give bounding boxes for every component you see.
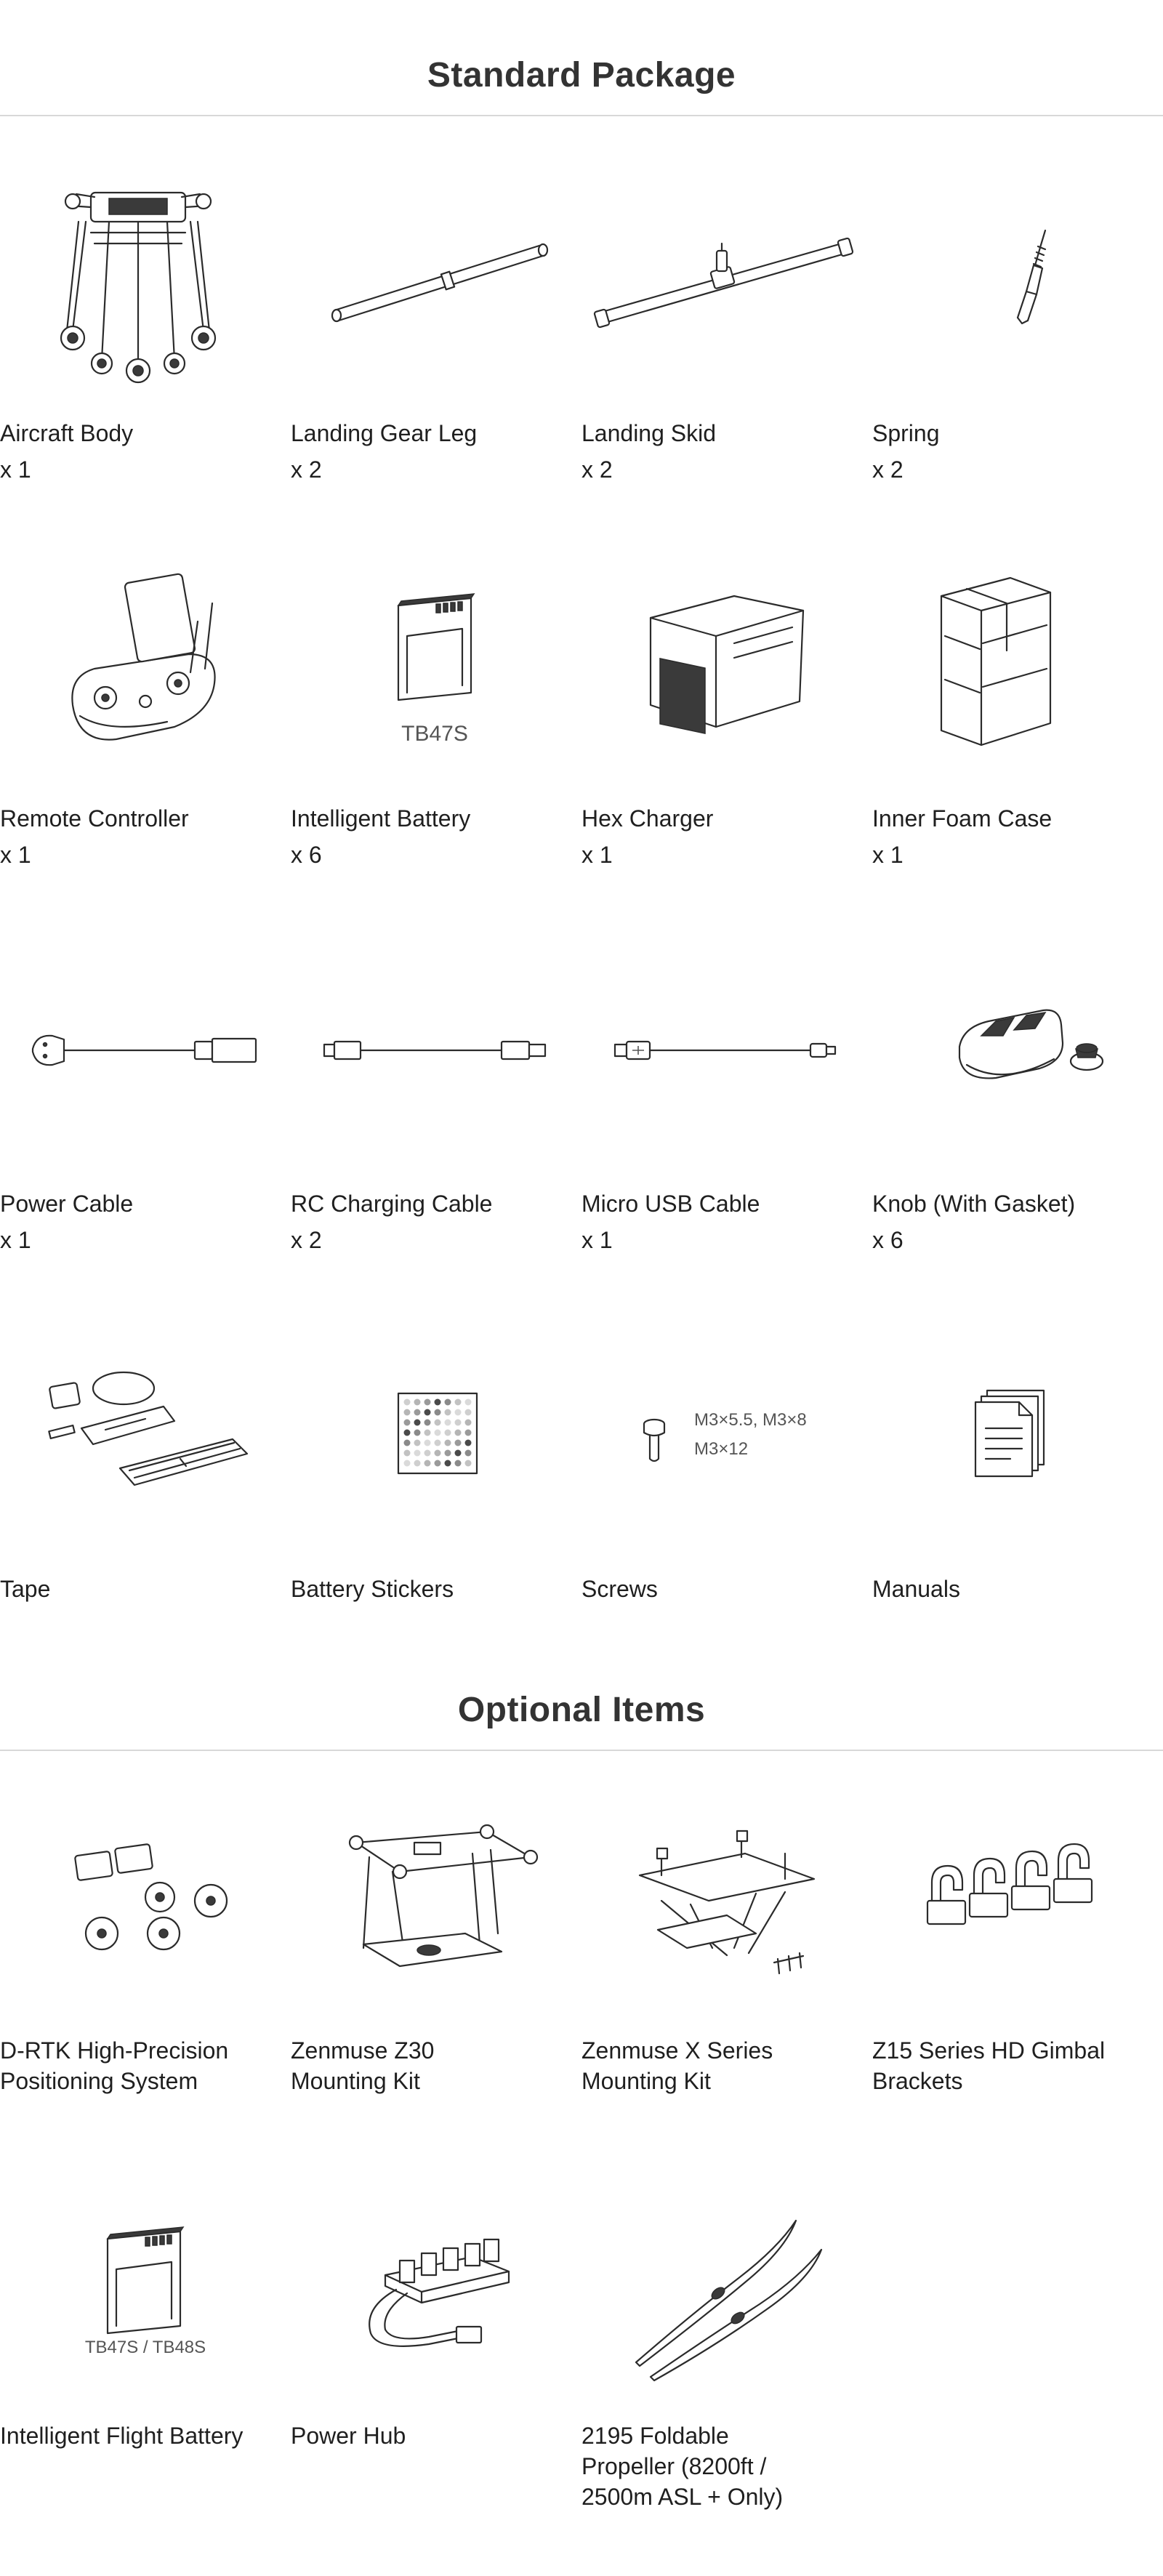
sticker-dot [424,1409,431,1416]
sticker-dot [404,1409,411,1416]
tape-icon [0,1305,276,1552]
item-quantity: x 1 [582,842,613,868]
sticker-dot [414,1420,421,1426]
item-quantity: x 6 [291,842,322,868]
battery-model-label: TB47S [401,722,468,746]
sticker-dot [435,1450,441,1457]
optional-items-title: Optional Items [457,1691,706,1729]
item-quantity: x 2 [872,456,904,483]
item-name: Landing Gear Leg [291,420,478,446]
sticker-dot [404,1420,411,1426]
screws-size-label-2: M3×12 [694,1439,749,1459]
item-name: Knob (With Gasket) [872,1191,1076,1217]
flight-battery-icon [0,2170,276,2417]
sticker-dot [414,1399,421,1406]
rc-charging-cable-icon [291,919,567,1167]
sticker-dot [445,1399,451,1406]
sticker-dot [424,1430,431,1436]
sticker-dot [455,1399,462,1406]
item-name: Remote Controller [0,805,189,832]
propeller-icon [582,2170,858,2417]
item-name: Intelligent Battery [291,805,471,832]
sticker-dot [445,1430,451,1436]
sticker-dot [455,1460,462,1467]
aircraft-body-icon [0,149,276,396]
sticker-dot [455,1430,462,1436]
sticker-dot [404,1460,411,1467]
sticker-dot [404,1440,411,1446]
sticker-dot [424,1450,431,1457]
sticker-dot [445,1409,451,1416]
item-name: Intelligent Flight Battery [0,2423,244,2449]
sticker-dot [435,1420,441,1426]
inner-foam-case-icon [872,534,1148,781]
sticker-dot [435,1460,441,1467]
sticker-dot [435,1399,441,1406]
sticker-dot [445,1440,451,1446]
item-name: Micro USB Cable [582,1191,760,1217]
item-name: Tape [0,1576,51,1602]
sticker-dot [404,1450,411,1457]
item-quantity: x 2 [582,456,613,483]
item-name: Battery Stickers [291,1576,454,1602]
sticker-dot [414,1450,421,1457]
landing-skid-icon [582,149,858,396]
gimbal-brackets-icon [872,1784,1148,2032]
screws-icon [582,1305,858,1552]
sticker-dot [404,1399,411,1406]
sticker-dot [424,1420,431,1426]
item-name: Manuals [872,1576,960,1602]
sticker-dot [455,1409,462,1416]
sticker-dot [435,1440,441,1446]
item-name: Zenmuse X Series Mounting Kit [582,2037,773,2094]
item-name: Inner Foam Case [872,805,1053,832]
battery-stickers-icon [291,1305,567,1552]
item-quantity: x 1 [0,456,31,483]
item-name: RC Charging Cable [291,1191,493,1217]
item-name: 2195 Foldable Propeller (8200ft / 2500m ASL + Only) [582,2423,784,2510]
power-cable-icon [0,919,276,1167]
sticker-dot [465,1420,472,1426]
item-quantity: x 6 [872,1227,904,1253]
screws-size-label-1: M3×5.5, M3×8 [694,1410,807,1430]
sticker-dot [455,1440,462,1446]
item-name: Power Cable [0,1191,134,1217]
sticker-dot [424,1460,431,1467]
item-quantity: x 2 [291,1227,322,1253]
sticker-dot [465,1440,472,1446]
sticker-dot [445,1460,451,1467]
standard-package-divider [0,115,1163,116]
sticker-dot [465,1399,472,1406]
sticker-dot [455,1420,462,1426]
d-rtk-icon [0,1784,276,2032]
optional-items-divider [0,1750,1163,1751]
sticker-dot [404,1430,411,1436]
item-name: Landing Skid [582,420,717,446]
sticker-dot [465,1450,472,1457]
item-name: Power Hub [291,2423,406,2449]
x-series-mounting-kit-icon [582,1784,858,2032]
sticker-dot [424,1399,431,1406]
sticker-dot [465,1409,472,1416]
item-name: Z15 Series HD Gimbal Brackets [872,2037,1106,2094]
item-name: Screws [582,1576,658,1602]
item-name: Zenmuse Z30 Mounting Kit [291,2037,435,2094]
item-name: Aircraft Body [0,420,134,446]
item-name: Hex Charger [582,805,714,832]
sticker-dot [455,1450,462,1457]
item-name: Spring [872,420,940,446]
sticker-dot [414,1460,421,1467]
sticker-dot [414,1409,421,1416]
spring-icon [872,149,1148,396]
manuals-icon [872,1305,1148,1552]
landing-gear-leg-icon [291,149,567,396]
remote-controller-icon [0,534,276,781]
item-name: D-RTK High-Precision Positioning System [0,2037,229,2094]
micro-usb-cable-icon [582,919,858,1167]
item-quantity: x 1 [582,1227,613,1253]
flight-battery-model-label: TB47S / TB48S [84,2338,206,2357]
intelligent-battery-icon [291,534,567,781]
hex-charger-icon [582,534,858,781]
sticker-dot [465,1430,472,1436]
sticker-dot [414,1430,421,1436]
standard-package-title: Standard Package [427,56,736,94]
item-quantity: x 2 [291,456,322,483]
sticker-dot [445,1450,451,1457]
item-quantity: x 1 [872,842,904,868]
sticker-dot [435,1409,441,1416]
knob-icon [872,919,1148,1167]
item-quantity: x 1 [0,1227,31,1253]
sticker-dot [414,1440,421,1446]
sticker-dot [445,1420,451,1426]
item-quantity: x 1 [0,842,31,868]
sticker-dot [465,1460,472,1467]
power-hub-icon [291,2170,567,2417]
sticker-dot [435,1430,441,1436]
sticker-dot [424,1440,431,1446]
z30-mounting-kit-icon [291,1784,567,2032]
